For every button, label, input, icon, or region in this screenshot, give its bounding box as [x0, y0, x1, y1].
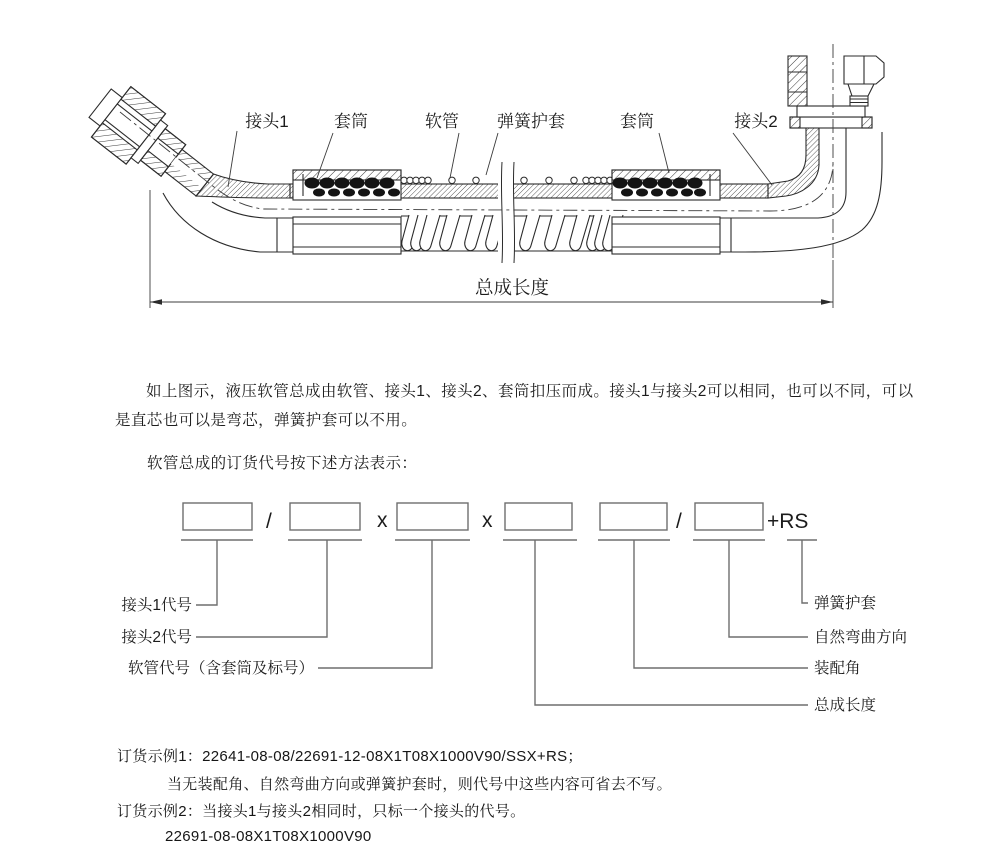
- description-paragraph: 如上图示，液压软管总成由软管、接头1、接头2、套筒扣压而成。接头1与接头2可以相同，也可以不同，可以是直芯也可以是弯芯，弹簧护套可以不用。: [115, 383, 914, 429]
- code-label-length: 总成长度: [814, 697, 877, 714]
- fitting-1-45deg: [80, 78, 297, 254]
- example-2-line: 订货示例2：当接头1与接头2相同时，只标一个接头的代号。: [117, 803, 526, 820]
- break-lines: [498, 162, 515, 263]
- sleeve-left: [293, 170, 401, 200]
- hex-nut: [844, 56, 884, 106]
- code-box-fitting1: [183, 503, 252, 530]
- ordering-code-diagram: [0, 495, 993, 725]
- hose-exterior-view: [293, 215, 745, 254]
- code-sep-x-1: x: [377, 509, 388, 532]
- sleeve-right: [612, 170, 720, 200]
- code-sep-x-2: x: [482, 509, 493, 532]
- example-1-line: 订货示例1：22641-08-08/22691-12-08X1T08X1000V90/SSX+RS；: [117, 748, 583, 765]
- code-box-fitting2: [290, 503, 360, 530]
- ferrule-left: [293, 217, 401, 254]
- code-label-fitting2: 接头2代号: [121, 629, 192, 646]
- example-1-note: 当无装配角、自然弯曲方向或弹簧护套时，则代号中这些内容可省去不写。: [167, 776, 672, 793]
- label-spring-guard: 弹簧护套: [497, 112, 565, 131]
- example-2-code: 22691-08-08X1T08X1000V90: [165, 828, 372, 845]
- code-box-angle: [600, 503, 667, 530]
- code-suffix-rs: +RS: [767, 510, 809, 533]
- code-box-length: [505, 503, 572, 530]
- centerlines: [120, 44, 833, 308]
- ferrule-right: [612, 217, 720, 254]
- fitting-2-90deg: [745, 56, 884, 252]
- label-sleeve-right: 套筒: [620, 112, 654, 131]
- code-box-bend: [695, 503, 763, 530]
- code-intro: 软管总成的订货代号按下述方法表示：: [147, 455, 418, 472]
- dimension-label: 总成长度: [474, 277, 550, 298]
- banjo-block: [788, 56, 807, 106]
- label-fitting-1: 接头1: [245, 112, 289, 131]
- label-sleeve-left: 套筒: [334, 112, 368, 131]
- label-fitting-2: 接头2: [734, 112, 778, 131]
- hose-assembly-drawing: [0, 0, 993, 335]
- code-label-bend: 自然弯曲方向: [814, 629, 908, 646]
- code-box-hose: [397, 503, 468, 530]
- code-label-spring: 弹簧护套: [814, 595, 877, 612]
- code-label-fitting1: 接头1代号: [121, 597, 192, 614]
- code-sep-slash-1: /: [266, 510, 272, 533]
- code-sep-slash-2: /: [676, 510, 682, 533]
- label-hose: 软管: [425, 112, 459, 131]
- code-label-hose: 软管代号（含套筒及标号）: [127, 660, 314, 677]
- code-label-angle: 装配角: [814, 660, 861, 677]
